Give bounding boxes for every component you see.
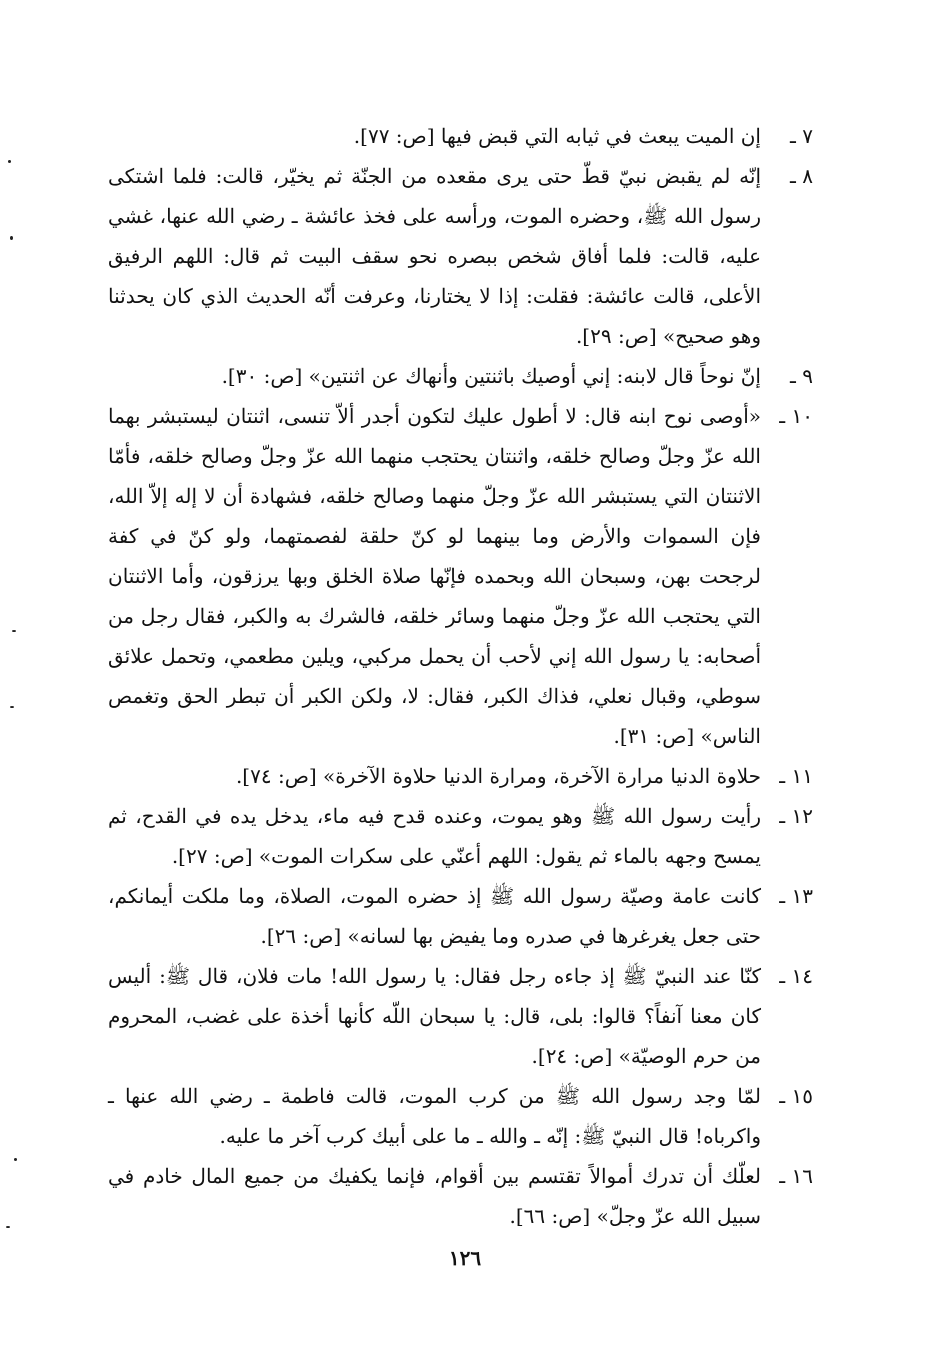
page-number: ١٢٦ [448, 1246, 482, 1270]
list-item [108, 956, 813, 1076]
item-text: حلاوة الدنيا مرارة الآخرة، ومرارة الدنيا حلاوة الآخرة» [ص: ٧٤]. [235, 764, 761, 788]
item-number: ١٢ ـ [779, 804, 813, 828]
list-item [108, 1076, 813, 1156]
item-number: ١٥ ـ [779, 1084, 813, 1108]
list-item [108, 796, 813, 876]
scan-speck [10, 706, 14, 708]
list-item [108, 156, 813, 356]
list-item [108, 1156, 813, 1236]
item-number: ٨ ـ [790, 164, 813, 188]
scan-speck [6, 1226, 10, 1228]
item-number: ١١ ـ [779, 764, 813, 788]
scan-speck [8, 160, 11, 163]
list-item [108, 396, 813, 756]
list-item [108, 876, 813, 956]
scan-speck [14, 1158, 17, 1161]
item-text: كانت عامة وصيّة رسول الله ﷺ إذ حضره الموت، الصلاة، وما ملكت أيمانكم، حتى جعل يغرغرها في صدره وما يفيض بها لسانه» [ص: ٢٦]. [108, 884, 761, 948]
item-number: ٩ ـ [790, 364, 813, 388]
item-text: كنّا عند النبيّ ﷺ إذ جاءه رجل فقال: يا رسول الله! مات فلان، قال ﷺ: أليس كان معنا آنفاً؟ قالوا: بلى، قال: يا سبحان اللّه كأنها أخذة على غضب، المحروم من حرم الوصيّة» [ص: ٢٤]. [108, 964, 761, 1068]
scan-speck [10, 236, 13, 240]
item-text: لمّا وجد رسول الله ﷺ من كرب الموت، قالت فاطمة ـ رضي الله عنها ـ واكرباه! قال النبيّ ﷺ: إنّه ـ والله ـ ما على أبيك كرب آخر ما عليه. [108, 1084, 761, 1148]
item-number: ١٤ ـ [779, 964, 813, 988]
item-text: رأيت رسول الله ﷺ وهو يموت، وعنده قدح فيه ماء، يدخل يده في القدح، ثم يمسح وجهه بالماء ثم يقول: اللهم أعنّي على سكرات الموت» [ص: ٢٧]. [108, 804, 761, 868]
item-text: لعلّك أن تدرك أموالاً تقتسم بين أقوام، فإنما يكفيك من جميع المال خادم في سبيل الله عزّ وجلّ» [ص: ٦٦]. [108, 1164, 761, 1228]
scan-speck [12, 630, 16, 632]
list-item [108, 756, 813, 796]
item-text: إنّ نوحاً قال لابنه: إني أوصيك باثنتين وأنهاك عن اثنتين» [ص: ٣٠]. [221, 364, 761, 388]
item-number: ١٦ ـ [779, 1164, 813, 1188]
item-text: إنّه لم يقبض نبيّ قطّ حتى يرى مقعده من الجنّة ثم يخيّر، قالت: فلما اشتكى رسول الله ﷺ، وحضره الموت، ورأسه على فخذ عائشة ـ رضي الله عنها، غشي عليه، قالت: فلما أفاق شخص ببصره نحو سقف البيت ثم قال: اللهم الرفيق الأعلى، قالت عائشة: فقلت: إذا لا يختارنا، وعرفت أنّه الحديث الذي كان يحدثنا وهو صحيح» [ص: ٢٩]. [108, 164, 761, 348]
item-number: ٧ ـ [790, 124, 813, 148]
list-item [108, 116, 813, 156]
list-item [108, 356, 813, 396]
page-body [108, 116, 813, 1236]
item-text: «أوصى نوح ابنه قال: لا أطول عليك لتكون أجدر ألاّ تنسى، اثنتان ليستبشر بهما الله عزّ وجلّ وصالح خلقه، واثنتان يحتجب منهما الله عزّ وجلّ وصالح خلقه، فأمّا الاثنتان التي يستبشر الله عزّ وجلّ منهما وصالح خلقه، فشهادة أن لا إله إلاّ الله، فإن السموات والأرض وما بينهما لو كنّ حلقة لفصمتهما، ولو كنّ في كفة لرجحت بهن، وسبحان الله وبحمده فإنّها صلاة الخلق وبها يرزقون، وأما الاثنتان التي يحتجب الله عزّ وجلّ منهما وسائر خلقه، فالشرك به والكبر، فقال رجل من أصحابه: يا رسول الله إني لأحب أن يحمل مركبي، ويلين مطعمي، وتحمل علائق سوطي، وقبال نعلي، فذاك الكبر، فقال: لا، ولكن الكبر أن تبطر الحق وتغمص الناس» [ص: ٣١]. [108, 404, 762, 748]
item-text: إن الميت يبعث في ثيابه التي قبض فيها [ص: ٧٧]. [353, 124, 761, 148]
item-number: ١٣ ـ [779, 884, 813, 908]
item-number: ١٠ ـ [779, 404, 813, 428]
